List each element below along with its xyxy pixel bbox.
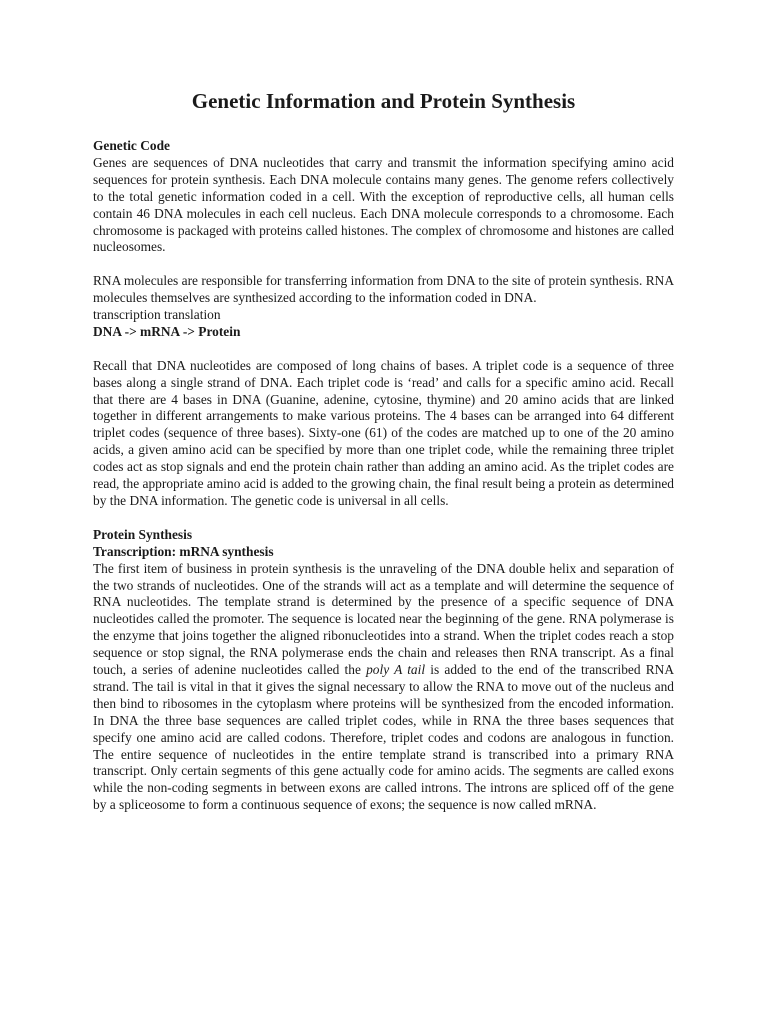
spacer xyxy=(93,256,674,273)
section-heading-genetic-code: Genetic Code xyxy=(93,138,170,153)
paragraph-transcription-part1: The first item of business in protein synthesis is the unraveling of the DNA double helix and separation of the two strands of nucleotides. One of the strands will act as a template and will determine the sequence of RNA nucleotides. The template strand is determined by the presence of a specific sequence of DNA nucleotides called the promoter. The sequence is located near the beginning of the gene. RNA polymerase is the enzyme that joins together the aligned ribonucleotides into a strand. When the triplet codes reach a stop sequence or stop signal, the RNA polymerase ends the chain and releases then RNA transcript. As a final touch, a series of adenine nucleotides called the xyxy=(93,560,674,678)
paragraph-transcription-part2: is added to the end of the transcribed RNA strand. The tail is vital in that it gives the signal necessary to allow the RNA to move out of the nucleus and then bind to ribosomes in the cytoplasm where proteins will be synthesized from the encoded information. xyxy=(93,662,674,711)
page-title: Genetic Information and Protein Synthesis xyxy=(191,89,576,113)
paragraph-genes: Genes are sequences of DNA nucleotides that carry and transmit the information specifying amino acid sequences for protein synthesis. Each DNA molecule contains many genes. The genome refers collectively to the total genetic information coded in a cell. With the exception of reproductive cells, all human cells contain 46 DNA molecules in each cell nucleus. Each DNA molecule corresponds to a chromosome. Each chromosome is packaged with proteins called histones. The complex of chromosome and histones are called nucleosomes. xyxy=(93,154,674,255)
flow-labels: transcription translation xyxy=(93,307,221,323)
paragraph-transcription xyxy=(93,561,674,713)
paragraph-triplet-code: Recall that DNA nucleotides are composed of long chains of bases. A triplet code is a sequence of three bases along a single strand of DNA. Each triplet code is ‘read’ and calls for a specific amino acid. Recall that there are 4 bases in DNA (Guanine, adenine, cytosine, thymine) and 20 amino acids that are linked together in different arrangements to make various proteins. The 4 bases can be arranged into 64 different triplet codes (sequence of three bases). Sixty-one (61) of the codes are matched up to one of the 20 amino acids, a given amino acid can be specified by more than one triplet code, while the remaining three triplet codes act as stop signals and end the protein chain rather than adding an amino acid. As the triplet codes are read, the appropriate amino acid is added to the growing chain, the final result being a protein as determined by the DNA information. The genetic code is universal in all cells. xyxy=(93,357,674,508)
poly-a-tail-term: poly A tail xyxy=(366,662,426,678)
paragraph-rna-molecules: RNA molecules are responsible for transferring information from DNA to the site of protein synthesis. RNA molecules themselves are synthesized according to the information coded in DNA. xyxy=(93,273,674,306)
section-heading-protein-synthesis: Protein Synthesis xyxy=(93,526,193,542)
subheading-transcription: Transcription: mRNA synthesis xyxy=(93,543,274,559)
document-page xyxy=(93,86,674,814)
flow-diagram-text: DNA -> mRNA -> Protein xyxy=(93,323,241,339)
spacer xyxy=(93,510,674,527)
spacer xyxy=(93,341,674,358)
paragraph-codons: In DNA the three base sequences are called triplet codes, while in RNA the three bases sequences that specify one amino acid are called codons. Therefore, triplet codes and codons are analogous in function. The entire sequence of nucleotides in the entire template strand is transcribed into a primary RNA transcript. Only certain segments of this gene actually code for amino acids. The segments are called exons while the non-coding segments in between exons are called introns. The introns are spliced off of the gene by a spliceosome to form a continuous sequence of exons; the sequence is now called mRNA. xyxy=(93,712,674,813)
